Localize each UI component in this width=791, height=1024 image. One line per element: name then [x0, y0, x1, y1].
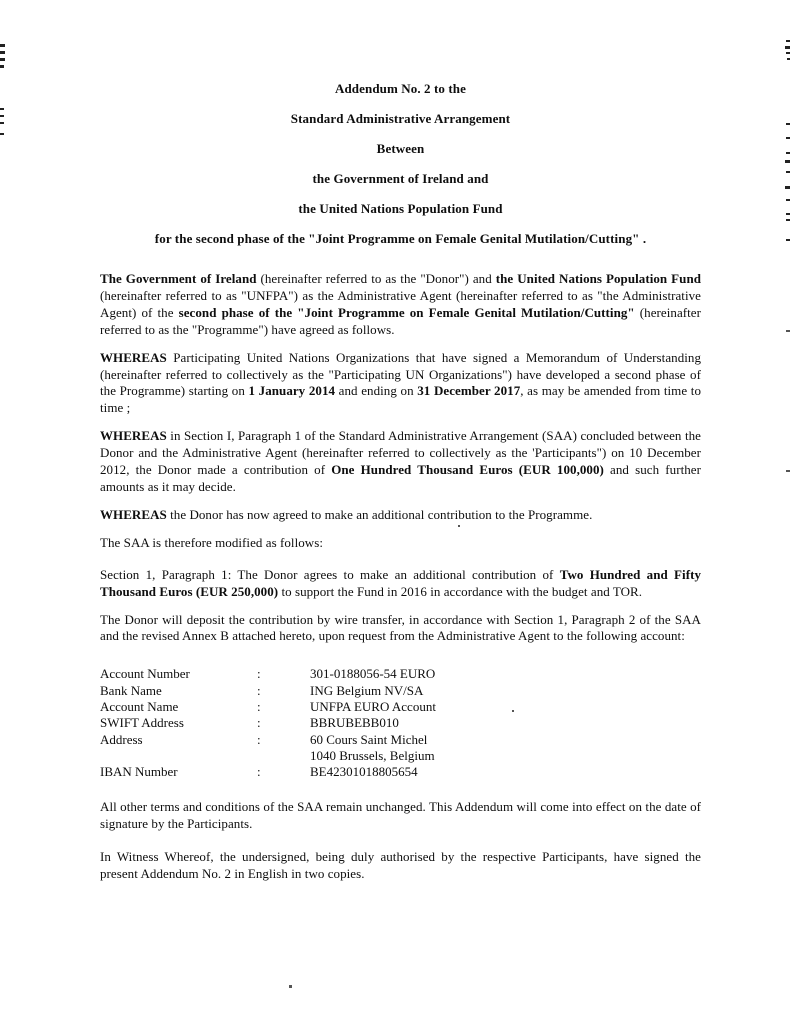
text-run: Section 1, Paragraph 1: The Donor agrees to make an additional contribution of [100, 566, 560, 582]
account-name-value: UNFPA EURO Account [310, 698, 436, 714]
text-run: In Witness Whereof, the undersigned, being duly authorised by the respective Participants, have signed the present Addendum No. 2 in English in two copies. [100, 849, 701, 882]
text-run: to support the Fund in 2016 in accordance with the budget and TOR. [278, 583, 643, 599]
text-run: 1 January 2014 [248, 383, 336, 399]
address-line-1: 60 Cours Saint Michel [310, 731, 428, 747]
title-line-unfpa: the United Nations Population Fund [298, 201, 503, 216]
scan-artifact [0, 44, 5, 47]
text-run: The Donor will deposit the contribution by wire transfer, in accordance with Section 1, Paragraph 2 of the SAA and the revised Annex B attached hereto, upon request from the Administrative Agent to the following account: [100, 611, 701, 644]
scan-artifact [786, 171, 790, 173]
iban-number-label: IBAN Number [100, 764, 178, 780]
text-run: The Government of Ireland [100, 271, 261, 286]
paragraph-whereas-saa [100, 428, 701, 496]
separator: : [257, 666, 261, 682]
text-run: (hereinafter referred to as "UNFPA") as the Administrative Agent (hereinafter referred to as "the Administrative Agent) of the [100, 287, 701, 320]
scan-artifact [786, 52, 790, 54]
scan-artifact [786, 213, 790, 215]
address-value [310, 732, 701, 765]
title-line-arrangement: Standard Administrative Arrangement [290, 111, 511, 126]
document-title-block [100, 74, 701, 254]
scan-artifact [786, 137, 790, 139]
account-name-label: Account Name [100, 698, 179, 714]
scan-artifact [785, 160, 790, 163]
title-line-ireland: the Government of Ireland and [312, 171, 489, 186]
scan-artifact [0, 58, 5, 61]
scan-artifact [786, 330, 790, 332]
paragraph-deposit [100, 612, 701, 646]
bank-name-row [100, 683, 701, 699]
separator: : [257, 715, 261, 731]
paragraph-section1 [100, 567, 701, 601]
text-run: Two Hundred and Fifty Thousand Euros (EUR 250,000) [100, 566, 702, 599]
bank-name-value: ING Belgium NV/SA [310, 682, 424, 698]
text-run: the United Nations Population Fund [495, 271, 702, 286]
iban-number-row [100, 764, 701, 780]
text-run: Participating United Nations Organizations that have signed a Memorandum of Understanding (hereinafter referred to collectively as the "Participating UN Organizations") have developed a second phase of the Programme) starting on [100, 349, 701, 399]
scan-artifact [785, 186, 790, 189]
separator: : [257, 731, 261, 747]
text-run: in Section I, Paragraph 1 of the Standard Administrative Arrangement (SAA) concluded between the Donor and the Administrative Agent (hereinafter referred to collectively as the 'Participants") on 10 December 2012, the Donor made a contribution of [100, 428, 701, 478]
text-run: WHEREAS [100, 428, 167, 444]
paragraph-preamble [100, 271, 701, 339]
scan-artifact [786, 239, 790, 241]
text-run: (hereinafter referred to as the "Donor") and [260, 271, 496, 286]
paragraph-whereas-additional [100, 507, 701, 524]
paragraph-whereas-organizations [100, 350, 701, 418]
address-row [100, 732, 701, 765]
scan-artifact [0, 133, 4, 135]
text-run: The SAA is therefore modified as follows: [100, 534, 324, 550]
title-line-programme: for the second phase of the "Joint Programme on Female Genital Mutilation/Cutting" . [154, 231, 647, 246]
text-run: (hereinafter referred to as the "Programme") have agreed as follows. [100, 304, 702, 337]
bank-account-details [100, 666, 701, 780]
scan-artifact [0, 65, 4, 68]
text-run: One Hundred Thousand Euros (EUR 100,000) [331, 462, 604, 478]
scan-artifact [786, 123, 790, 125]
account-number-label: Account Number [100, 666, 190, 682]
scan-artifact [0, 108, 4, 110]
paragraph-modified [100, 535, 701, 552]
text-run: WHEREAS [100, 349, 167, 365]
account-number-value: 301-0188056-54 EURO [310, 666, 436, 682]
text-run: WHEREAS [100, 506, 167, 522]
swift-address-value: BBRUBEBB010 [310, 715, 399, 731]
text-run: All other terms and conditions of the SAA remain unchanged. This Addendum will come into effect on the date of signature by the Participants. [100, 799, 701, 832]
paragraph-closing [100, 799, 701, 833]
separator: : [257, 682, 261, 698]
address-label: Address [100, 731, 143, 747]
scan-artifact [289, 985, 292, 988]
swift-address-label: SWIFT Address [100, 715, 184, 731]
scan-artifact [786, 219, 790, 221]
text-run: second phase of the "Joint Programme on Female Genital Mutilation/Cutting" [178, 304, 640, 320]
scan-artifact [786, 152, 790, 154]
text-run: 31 December 2017 [417, 383, 521, 399]
title-line-between: Between [376, 141, 425, 156]
scan-artifact [786, 199, 790, 201]
scan-artifact [786, 470, 790, 472]
title-line-addendum: Addendum No. 2 to the [334, 81, 467, 96]
scan-artifact [0, 51, 5, 54]
text-run: , as may be amended from time to time ; [100, 383, 701, 416]
account-name-row [100, 699, 701, 715]
scan-artifact [786, 40, 790, 42]
account-number-row [100, 666, 701, 682]
document-content [100, 74, 701, 894]
scan-artifact [0, 122, 4, 124]
scan-artifact [0, 115, 4, 117]
iban-number-value: BE42301018805654 [310, 764, 418, 780]
bank-name-label: Bank Name [100, 682, 162, 698]
text-run: and ending on [335, 383, 418, 399]
scan-artifact [785, 46, 790, 49]
scan-artifact [787, 58, 790, 60]
paragraph-witness [100, 849, 701, 883]
address-line-2: 1040 Brussels, Belgium [310, 747, 435, 763]
swift-address-row [100, 715, 701, 731]
separator: : [257, 764, 261, 780]
text-run: and such further amounts as it may decide. [100, 462, 701, 494]
separator: : [257, 698, 261, 714]
text-run: the Donor has now agreed to make an additional contribution to the Programme. [166, 506, 593, 522]
